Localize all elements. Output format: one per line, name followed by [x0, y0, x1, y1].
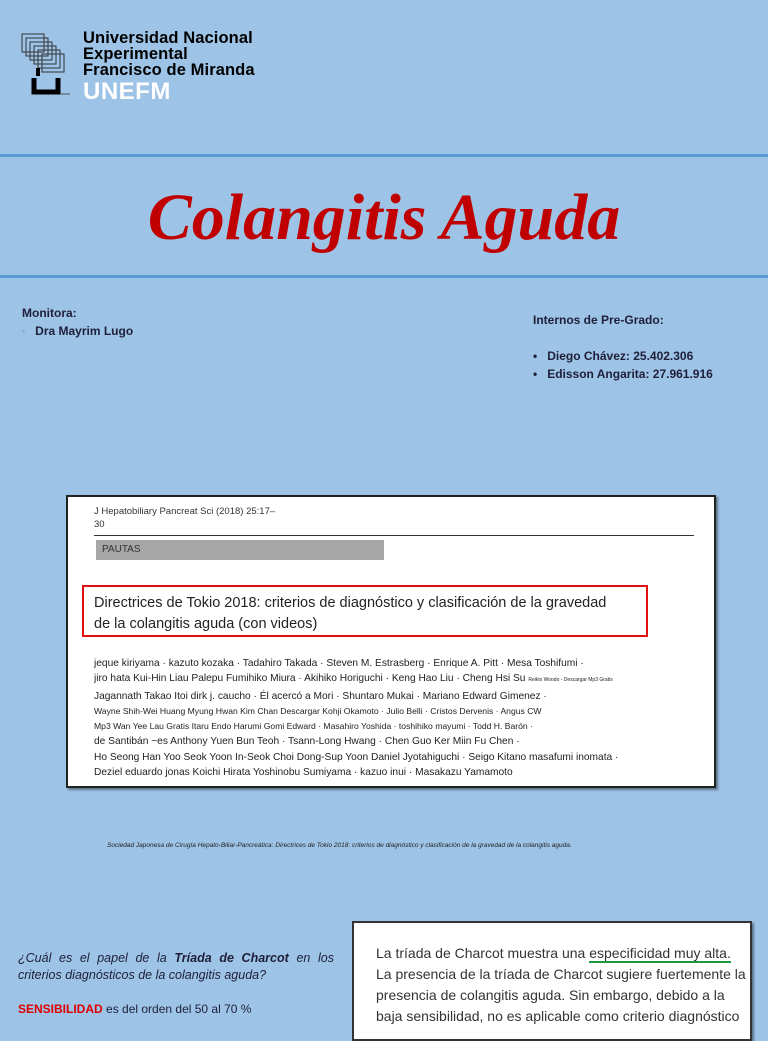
charcot-quote-box: [352, 921, 752, 1041]
author-line: jeque kiriyama · kazuto kozaka · Tadahiro Takada · Steven M. Estrasberg · Enrique A. Pitt · Mesa Toshifumi ·: [94, 658, 584, 669]
quote-text: La tríada de Charcot muestra una especificidad muy alta. La presencia de la tríada de Charcot sugiere fuertemente la presencia de colangitis aguda. Sin embargo, debido a la baja sensibilidad, no es aplicable como criterio diagnóstico: [376, 945, 746, 1024]
internos-item: • Diego Chávez: 25.402.306: [533, 349, 694, 363]
internos-item: • Edisson Angarita: 27.961.916: [533, 367, 713, 381]
journal-rule: [94, 535, 694, 536]
author-line: Mp3 Wan Yee Lau Gratis Itaru Endo Harumi Gomi Edward · Masahiro Yoshida · toshihiko mayumi · Todd H. Barón ·: [94, 721, 533, 732]
highlighted-phrase: especificidad muy alta.: [589, 945, 731, 961]
author-line: jiro hata Kui-Hin Liau Palepu Fumihiko Miura · Akihiko Horiguchi · Keng Hao Liu · Cheng Hsi Su Reikio Woodo - Descargar Mp3 Gratis: [94, 673, 613, 685]
internos-list: [533, 347, 713, 383]
figure-caption: Sociedad Japonesa de Cirugía Hepato-Biliar-Pancreática: Directrices de Tokio 2018: criterios de diagnóstico y clasificación de la gravedad de la colangitis aguda.: [107, 842, 572, 849]
university-acronym: UNEFM: [83, 78, 171, 105]
monitora-label: Monitora:: [22, 306, 77, 320]
bullet-icon: •: [22, 326, 26, 336]
section-label: PAUTAS: [96, 540, 384, 560]
internos-label: Internos de Pre-Grado:: [533, 313, 664, 327]
university-name: Universidad Nacional Experimental Francisco de Miranda: [83, 29, 255, 79]
bullet-icon: •: [533, 367, 538, 381]
top-divider: [0, 154, 768, 157]
author-line: Jagannath Takao Itoi dirk j. caucho · Él acercó a Mori · Shuntaro Mukai · Mariano Edward Gimenez ·: [94, 690, 547, 702]
monitora-list: [22, 324, 133, 338]
paper-excerpt-image: [66, 495, 716, 788]
journal-reference: J Hepatobiliary Pancreat Sci (2018) 25:17– 30: [94, 506, 276, 530]
slide-title: Colangitis Aguda: [147, 181, 621, 254]
author-list: [94, 656, 704, 780]
author-line: de Santibán ~es Anthony Yuen Bun Teoh · Tsann-Long Hwang · Chen Guo Ker Miin Fu Chen ·: [94, 736, 520, 748]
author-line: Deziel eduardo jonas Koichi Hirata Yoshinobu Sumiyama · kazuo inui · Masakazu Yamamoto: [94, 767, 513, 779]
author-line: Ho Seong Han Yoo Seok Yoon In-Seok Choi Dong-Sup Yoon Daniel Jyotahiguchi · Seigo Kitano masafumi inomata ·: [94, 751, 619, 763]
monitora-item: • Dra Mayrim Lugo: [22, 324, 134, 338]
paper-title: Directrices de Tokio 2018: criterios de diagnóstico y clasificación de la gravedad de la colangitis aguda (con videos): [94, 595, 607, 632]
unefm-logo-icon: [20, 32, 70, 102]
charcot-question: ¿Cuál es el papel de la Tríada de Charcot en los criterios diagnósticos de la colangitis aguda?: [18, 951, 334, 982]
sensitivity-statement: SENSIBILIDAD es del orden del 50 al 70 %: [18, 1002, 252, 1016]
author-line: Wayne Shih-Wei Huang Myung Hwan Kim Chan Descargar Kohji Okamoto · Julio Belli · Cristos Dervenis · Angus CW: [94, 705, 542, 716]
bullet-icon: •: [533, 349, 538, 363]
title-divider: [0, 275, 768, 278]
